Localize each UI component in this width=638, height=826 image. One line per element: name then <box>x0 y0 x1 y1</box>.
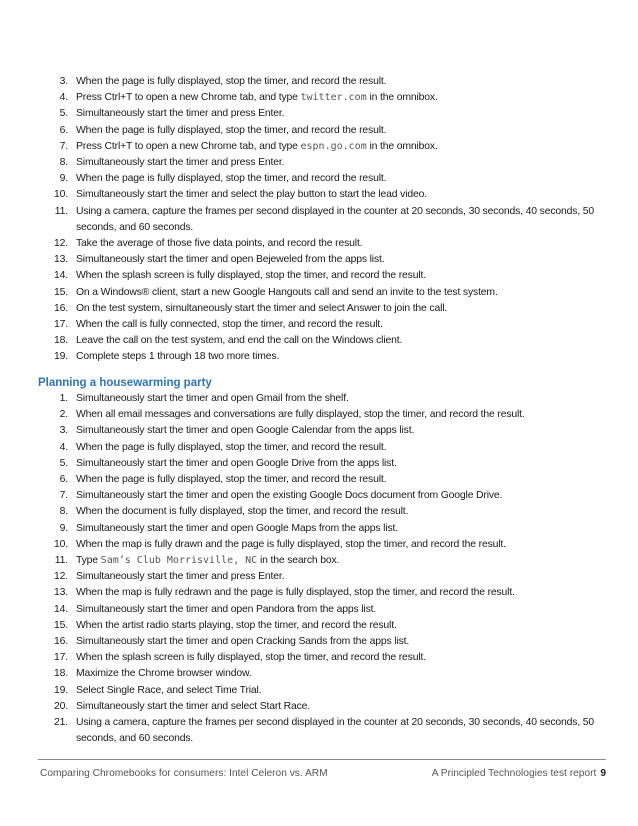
step-text: in the search box. <box>257 555 340 567</box>
list-item <box>40 391 610 407</box>
footer-publisher <box>432 768 606 779</box>
step-text: in the omnibox. <box>366 140 438 152</box>
list-item <box>40 423 610 439</box>
step-text: Simultaneously start the timer and open Google Drive from the apps list. <box>76 457 397 469</box>
step-number: 4. <box>59 441 68 453</box>
step-number: 19. <box>54 351 68 363</box>
list-item <box>40 204 610 236</box>
list-item <box>40 333 610 349</box>
step-number: 13. <box>54 587 68 599</box>
step-number: 3. <box>59 76 68 87</box>
housewarming-steps-list <box>40 391 610 747</box>
step-text: Take the average of those five data points, and record the result. <box>76 238 363 250</box>
step-number: 9. <box>59 522 68 534</box>
step-text: Simultaneously start the timer and open the existing Google Docs document from Google Drive. <box>76 490 503 502</box>
step-text: Simultaneously start the timer and press Enter. <box>76 157 285 169</box>
step-text: Simultaneously start the timer and open Google Calendar from the apps list. <box>76 425 415 437</box>
step-number: 18. <box>54 335 68 347</box>
step-text: Simultaneously start the timer and open Pandora from the apps list. <box>76 603 377 615</box>
list-item <box>40 317 610 333</box>
section-heading: Planning a housewarming party <box>38 377 212 389</box>
step-text: Simultaneously start the timer and press Enter. <box>76 108 285 120</box>
list-item <box>40 74 610 90</box>
step-number: 18. <box>54 668 68 680</box>
list-item <box>40 569 610 585</box>
list-item <box>40 683 610 699</box>
list-item <box>40 504 610 520</box>
step-number: 12. <box>54 238 68 250</box>
step-text: Simultaneously start the timer and open Bejeweled from the apps list. <box>76 254 385 266</box>
list-item <box>40 268 610 284</box>
step-text: When the map is fully drawn and the page is fully displayed, stop the timer, and record the result. <box>76 538 506 550</box>
list-item <box>40 187 610 203</box>
footer-publisher-label: A Principled Technologies test report <box>431 768 597 779</box>
step-number: 6. <box>59 474 68 486</box>
step-text: When the page is fully displayed, stop the timer, and record the result. <box>76 474 387 486</box>
list-item <box>40 456 610 472</box>
step-number: 10. <box>54 189 68 201</box>
step-number: 5. <box>59 457 68 469</box>
step-number: 2. <box>59 409 68 421</box>
list-item <box>40 106 610 122</box>
step-number: 11. <box>54 205 68 217</box>
step-text: When the page is fully displayed, stop the timer, and record the result. <box>76 76 387 87</box>
list-item <box>40 139 610 155</box>
list-item <box>40 407 610 423</box>
list-item <box>40 155 610 171</box>
step-text: When the page is fully displayed, stop the timer, and record the result. <box>76 173 387 185</box>
step-text: When the call is fully connected, stop the timer, and record the result. <box>76 319 383 331</box>
footer-report-title: Comparing Chromebooks for consumers: Intel Celeron vs. ARM <box>40 768 328 779</box>
step-text: On a Windows® client, start a new Google Hangouts call and send an invite to the test system. <box>76 286 498 298</box>
list-item <box>40 585 610 601</box>
step-number: 5. <box>59 108 68 120</box>
list-item <box>40 123 610 139</box>
step-text: When the page is fully displayed, stop the timer, and record the result. <box>76 441 387 453</box>
list-item <box>40 634 610 650</box>
list-item <box>40 618 610 634</box>
step-number: 7. <box>59 490 68 502</box>
step-text: Using a camera, capture the frames per second displayed in the counter at 20 seconds, 30 seconds, 40 seconds, 50 seconds, and 60 seconds. <box>76 205 595 233</box>
step-number: 6. <box>59 124 68 136</box>
step-number: 1. <box>59 393 68 404</box>
step-number: 11. <box>54 555 68 567</box>
step-text: When all email messages and conversations are fully displayed, stop the timer, and record the result. <box>76 409 525 421</box>
step-text: Simultaneously start the timer and open Gmail from the shelf. <box>76 393 349 404</box>
step-number: 8. <box>59 506 68 518</box>
step-text: When the page is fully displayed, stop the timer, and record the result. <box>76 124 387 136</box>
test-steps-list <box>40 74 610 366</box>
step-text: Leave the call on the test system, and end the call on the Windows client. <box>76 335 403 347</box>
list-item <box>40 666 610 682</box>
step-text: When the splash screen is fully displayed, stop the timer, and record the result. <box>76 652 426 664</box>
list-item <box>40 553 610 569</box>
step-number: 21. <box>54 717 68 729</box>
step-text: Type <box>76 555 101 567</box>
step-text: Using a camera, capture the frames per second displayed in the counter at 20 seconds, 30 seconds, 40 seconds, 50 seconds, and 60 seconds. <box>76 717 595 745</box>
step-text: Simultaneously start the timer and select the play button to start the lead video. <box>76 189 427 201</box>
step-code: espn.go.com <box>300 140 367 152</box>
list-item <box>40 521 610 537</box>
step-number: 8. <box>59 157 68 169</box>
step-code: twitter.com <box>300 92 367 104</box>
step-number: 14. <box>54 603 68 615</box>
list-item <box>40 349 610 365</box>
list-item <box>40 699 610 715</box>
step-text: When the splash screen is fully displayed, stop the timer, and record the result. <box>76 270 426 282</box>
footer-divider <box>38 759 606 760</box>
step-number: 12. <box>54 571 68 583</box>
list-item <box>40 285 610 301</box>
step-text: in the omnibox. <box>366 92 438 104</box>
step-number: 9. <box>59 173 68 185</box>
step-text: When the artist radio starts playing, stop the timer, and record the result. <box>76 619 397 631</box>
step-number: 17. <box>54 652 68 664</box>
step-number: 16. <box>54 302 68 314</box>
step-number: 3. <box>59 425 68 437</box>
step-text: Press Ctrl+T to open a new Chrome tab, and type <box>76 92 301 104</box>
step-number: 19. <box>54 684 68 696</box>
step-text: Maximize the Chrome browser window. <box>76 668 252 680</box>
step-number: 7. <box>59 140 68 152</box>
list-item <box>40 171 610 187</box>
list-item <box>40 472 610 488</box>
list-item <box>40 537 610 553</box>
step-text: Press Ctrl+T to open a new Chrome tab, and type <box>76 140 301 152</box>
step-number: 16. <box>54 636 68 648</box>
step-text: Simultaneously start the timer and open Cracking Sands from the apps list. <box>76 636 410 648</box>
step-text: When the document is fully displayed, stop the timer, and record the result. <box>76 506 409 518</box>
step-number: 13. <box>54 254 68 266</box>
list-item <box>40 252 610 268</box>
list-item <box>40 715 610 747</box>
step-text: Simultaneously start the timer and press Enter. <box>76 571 285 583</box>
step-text: Complete steps 1 through 18 two more times. <box>76 351 280 363</box>
step-number: 15. <box>54 619 68 631</box>
step-text: Simultaneously start the timer and select Start Race. <box>76 700 311 712</box>
list-item <box>40 90 610 106</box>
list-item <box>40 301 610 317</box>
list-item <box>40 488 610 504</box>
step-number: 14. <box>54 270 68 282</box>
step-number: 4. <box>59 92 68 104</box>
list-item <box>40 602 610 618</box>
step-text: Select Single Race, and select Time Trial. <box>76 684 262 696</box>
step-code: Sam’s Club Morrisville, NC <box>100 555 258 567</box>
page-number: 9 <box>600 768 606 779</box>
step-number: 17. <box>54 319 68 331</box>
step-number: 20. <box>54 700 68 712</box>
step-text: On the test system, simultaneously start the timer and select Answer to join the call. <box>76 302 448 314</box>
step-text: When the map is fully redrawn and the page is fully displayed, stop the timer, and record the result. <box>76 587 515 599</box>
list-item <box>40 236 610 252</box>
step-text: Simultaneously start the timer and open Google Maps from the apps list. <box>76 522 399 534</box>
step-number: 15. <box>54 286 68 298</box>
list-item <box>40 650 610 666</box>
list-item <box>40 440 610 456</box>
step-number: 10. <box>54 538 68 550</box>
